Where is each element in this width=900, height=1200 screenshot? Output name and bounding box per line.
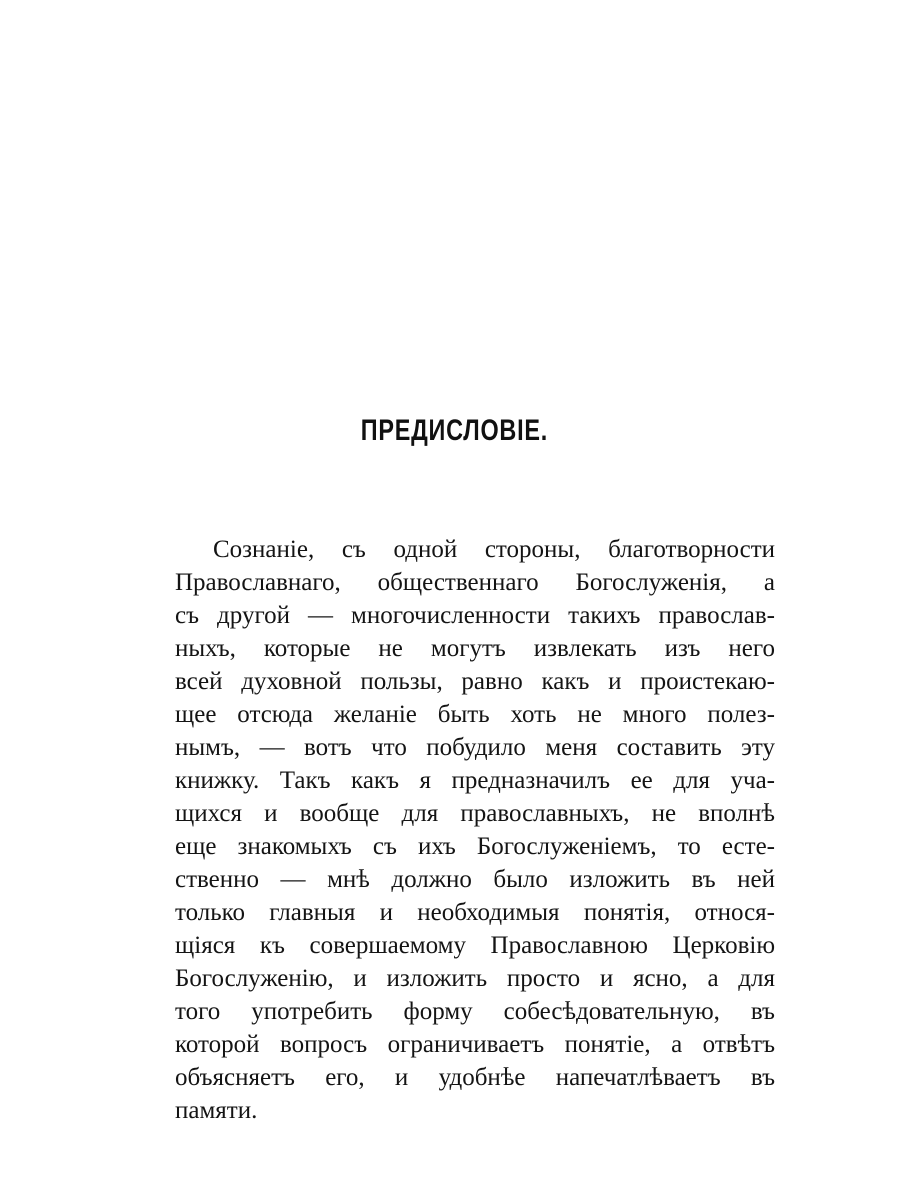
paragraph-line: книжку. Такъ какъ я предназначилъ ее для уча-	[175, 767, 775, 794]
page-heading: ПРЕДИСЛОВІЕ.	[360, 414, 549, 447]
paragraph-line: еще знакомыхъ съ ихъ Богослуженіемъ, то есте-	[175, 833, 775, 860]
paragraph-line: Православнаго, общественнаго Богослуженія, а	[175, 569, 775, 596]
paragraph-line: ственно — мнѣ должно было изложить въ ней	[175, 866, 775, 893]
preface-paragraph	[175, 533, 775, 1127]
paragraph-line: нымъ, — вотъ что побудило меня составить эту	[175, 734, 775, 761]
paragraph-line: съ другой — многочисленности такихъ православ-	[175, 602, 775, 629]
paragraph-line: которой вопросъ ограничиваетъ понятіе, а отвѣтъ	[175, 1031, 775, 1058]
paragraph-line: памяти.	[175, 1097, 258, 1124]
paragraph-line: ныхъ, которые не могутъ извлекать изъ него	[175, 635, 775, 662]
paragraph-line: щіяся къ совершаемому Православною Церковію	[175, 932, 775, 959]
paragraph-line: всей духовной пользы, равно какъ и проистекаю-	[175, 668, 775, 695]
paragraph-line: того употребить форму собесѣдовательную, въ	[175, 998, 775, 1025]
paragraph-line: щихся и вообще для православныхъ, не вполнѣ	[175, 800, 775, 827]
paragraph-line: только главныя и необходимыя понятія, относя-	[175, 899, 775, 926]
paragraph-line: щее отсюда желаніе быть хоть не много полез-	[175, 701, 775, 728]
paragraph-line: Сознаніе, съ одной стороны, благотворности	[213, 536, 775, 563]
paragraph-line: объясняетъ его, и удобнѣе напечатлѣваетъ въ	[175, 1064, 775, 1091]
paragraph-line: Богослуженію, и изложить просто и ясно, а для	[175, 965, 775, 992]
